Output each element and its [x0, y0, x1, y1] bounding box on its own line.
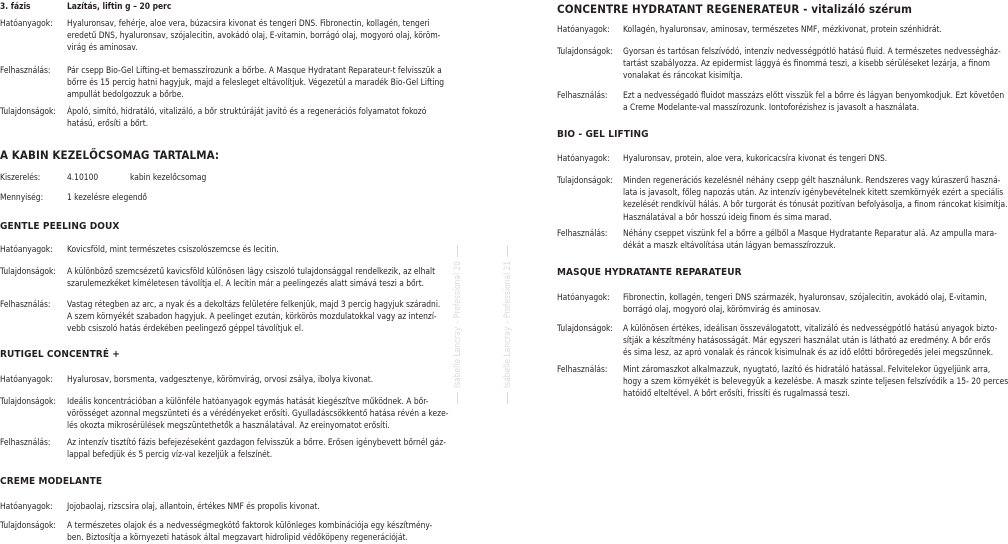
divider [457, 392, 458, 404]
gentle-usage-text [67, 298, 440, 335]
rutigel-properties-text [67, 395, 448, 432]
phase-usage-text [67, 64, 444, 101]
biogel-properties-label: Tulajdonságok: [557, 175, 613, 185]
kit-packaging-value: kabin kezelőcsomag [130, 172, 207, 182]
concentre-ingredients-label: Hatóanyagok: [557, 24, 610, 34]
text-line: Jojobaolaj, rizscsira olaj, allantoin, értékes NMF és propolis kivonat. [67, 501, 320, 511]
text-line: Kovicsföld, mint természetes csiszolószemcse és lecitin. [67, 244, 279, 254]
creme-ingredients-label: Hatóanyagok: [0, 501, 53, 511]
text-line: Pár csepp Bio-Gel Lifting-et bemasszírozunk a bőrbe. A Masque Hydratant Reparateur-t felvisszük a [67, 65, 442, 75]
text-line: Vastag rétegben az arc, a nyak és a dekoltázs felületére felkenjük, majd 3 percig hagyjuk száradni. [67, 299, 441, 309]
divider [457, 245, 458, 257]
biogel-properties-text [623, 174, 1008, 223]
text-line: Hyaluronsav, fehérje, aloe vera, búzacsira kivonat és tengeri DNS. Fibronectin, kollagén, tengeri [67, 18, 430, 28]
kit-packaging-label: Kiszerelés: [0, 172, 41, 182]
concentre-usage-label: Felhasználás: [557, 90, 608, 100]
creme-properties-text [67, 519, 432, 543]
text-line: Fibronectin, kollagén, tengeri DNS származék, hyaluronsav, szójalecitin, avokádó olaj, E-vitamin, [623, 292, 987, 302]
phase-title: 3. fázis [0, 1, 31, 11]
text-line: Ideális koncentrációban a különféle hatóanyagok egymás hatását kiegészítve működnek. A bőr- [67, 396, 429, 406]
masque-usage-label: Felhasználás: [557, 364, 608, 374]
phase-usage-label: Felhasználás: [0, 65, 51, 75]
masque-ingredients-text [623, 291, 987, 315]
text-line: A különböző szemcsézetű kavicsföld különösen lágy csiszoló tulajdonsággal rendelkezik, az elhalt [67, 266, 436, 276]
rutigel-ingredients-text [67, 373, 373, 385]
phase-ingredients-label: Hatóanyagok: [0, 18, 53, 28]
text-line: Az intenzív tisztító fázis befejezéseként gazdagon felvisszük a bőrre. Erősen igénybevett bőrnél gáz- [67, 437, 446, 447]
text-line: Használatával a bőr hosszú ideig finom és sima marad. [623, 211, 832, 222]
text-line: Néhány cseppet viszünk fel a bőrre a gélből a Masque Hydratante Reparatur alá. Az ampulla mara- [623, 228, 997, 238]
text-line: lappal befedjük és 5 percig víz-val kezeljük a felszínét. [67, 449, 273, 460]
text-line: Mint záromaszkot alkalmazzuk, nyugtató, lazító és hidratáló hatással. Felvitelekor ügyeljünk arra, [623, 364, 991, 374]
masque-properties-text [623, 322, 997, 359]
biogel-usage-text [623, 227, 997, 251]
divider [507, 245, 508, 257]
text-line: A szem környékét szabadon hagyjuk. A peelinget ezután, körkörös mozdulatokkal vagy az intenzí- [67, 311, 437, 322]
biogel-usage-label: Felhasználás: [557, 228, 608, 238]
text-line: a Creme Modelante-val masszírozunk. Iontoforézishez is javasolt a használata. [623, 102, 920, 113]
masque-ingredients-label: Hatóanyagok: [557, 292, 610, 302]
biogel-heading: BIO - GEL LIFTING [557, 129, 649, 140]
text-line: Hyalurosav, borsmenta, vadgesztenye, körömvirág, orvosi zsálya, ibolya kivonat. [67, 374, 374, 384]
concentre-ingredients-text [623, 23, 942, 35]
text-line: bőrre és 15 percig hatni hagyjuk, majd a felesleget eltávolítjuk. Végezetül a maradék Bio-Gel Lifting [67, 77, 445, 88]
text-line: ampullát bedolgozzuk a bőrbe. [67, 89, 184, 100]
text-line: vörösséget azonnal megszünteti és a vérédényeket erősíti. Gyulladáscsökkentő hatása révén a keze- [67, 408, 449, 419]
rutigel-properties-label: Tulajdonságok: [0, 396, 56, 406]
kit-heading: A KABIN KEZELŐCSOMAG TARTALMA: [0, 148, 220, 162]
vertical-footer-21 [502, 241, 512, 408]
text-line: hogy a szem környékét is belevegyük a kezelésbe. A maszk szinte teljesen felszívódik a 15- 20 perces [623, 376, 1008, 387]
divider [507, 392, 508, 404]
text-line: ben. Biztosítja a környezeti hatások által megzavart hidrolipid védőköpeny regenerációját. [67, 532, 408, 543]
biogel-ingredients-text [623, 152, 887, 164]
creme-properties-label: Tulajdonságok: [0, 520, 56, 530]
vertical-footer-20-text: Isabelle Lancray – Professional 20 [452, 260, 462, 388]
text-line: lés okozta mikrosérülések megszüntethetők a használatával. Az ereinyomatot erősíti. [67, 420, 390, 431]
phase-properties-text [67, 105, 426, 129]
gentle-properties-label: Tulajdonságok: [0, 266, 56, 276]
concentre-usage-text [623, 89, 1004, 113]
text-line: szarulemezkéket kíméletesen távolítja el. A lecitin már a peelingezés alatt simává teszi a bőrt. [67, 278, 425, 289]
text-line: virág és aminosav. [67, 42, 138, 53]
kit-quantity-label: Mennyiség: [0, 192, 44, 202]
text-line: eredetű DNS, hyaluronsav, szójalecitin, avokádó olaj, E-vitamin, borrágó olaj, mogyoró olaj, köröm- [67, 30, 441, 41]
concentre-properties-label: Tulajdonságok: [557, 46, 613, 56]
masque-usage-text [623, 363, 1008, 400]
text-line: és sima lesz, az apró vonalak és ráncok kisimulnak és az idő előtti bőröregedés jelei megszűnnek. [623, 347, 994, 358]
rutigel-ingredients-label: Hatóanyagok: [0, 374, 53, 384]
text-line: A különösen értékes, ideálisan összeválogatott, vitalizáló és nedvességpótló hatású anyagok bizto- [623, 323, 998, 333]
biogel-ingredients-label: Hatóanyagok: [557, 153, 610, 163]
vertical-footer-21-text: Isabelle Lancray – Professional 21 [502, 260, 512, 388]
text-line: Gyorsan és tartósan felszívódó, intenzív nedvességpótló hatású fluid. A természetes nedvességház- [623, 46, 1001, 56]
kit-packaging-code: 4.10100 [67, 172, 99, 182]
phase-subtitle: Lazítás, liftin g – 20 perc [67, 1, 172, 11]
text-line: Ezt a nedvességadó fluidot masszázs előtt visszük fel a bőrre és lágyan benyomkodjuk. Ezt követően [623, 90, 1005, 100]
masque-heading: MASQUE HYDRATANTE REPARATEUR [557, 267, 742, 278]
creme-heading: CREME MODELANTE [0, 476, 103, 487]
masque-properties-label: Tulajdonságok: [557, 323, 613, 333]
text-line: hatóidő elteltével. A bőrt erősíti, frissíti és rugalmassá teszi. [623, 388, 850, 399]
gentle-ingredients-label: Hatóanyagok: [0, 244, 53, 254]
rutigel-usage-text [67, 436, 446, 460]
text-line: tartást szabályozza. Az epidermist lággyá és finommá teszi, a kisebb sérüléseket lezárja, a finom [623, 58, 990, 69]
phase-ingredients-text [67, 17, 440, 54]
vertical-footer-20 [452, 241, 462, 408]
text-line: Ápoló, simító, hidratáló, vitalizáló, a bőr struktúráját javító és a regenerációs folyamatot fokozó [67, 106, 427, 116]
creme-ingredients-text [67, 500, 320, 512]
text-line: Hyaluronsav, protein, aloe vera, kukoricacsíra kivonat és tengeri DNS. [623, 153, 888, 163]
gentle-heading: GENTLE PEELING DOUX [0, 221, 120, 232]
text-line: vonalakat és ráncokat kisimítja. [623, 70, 743, 81]
rutigel-usage-label: Felhasználás: [0, 437, 51, 447]
text-line: Minden regenerációs kezelésnél néhány csepp gélt használunk. Rendszeres vagy kúraszerű haszná- [623, 175, 1001, 185]
text-line: dékát a maszk eltávolítása után lágyan bemasszírozzuk. [623, 240, 836, 251]
text-line: kezelését rendkívül hálás. A bőr turgorát és tónusát pozitívan befolyásolja, a finom ráncokat kisimítja. [623, 199, 1008, 210]
text-line: vebb csiszoló hatás érdekében peelingező géppel távolítjuk el. [67, 323, 304, 334]
text-line: Kollagén, hyaluronsav, aminosav, természetes NMF, mézkivonat, protein szénhidrát. [623, 24, 942, 34]
gentle-ingredients-text [67, 243, 279, 255]
text-line: borrágó olaj, mogyoró olaj, körömvirág és aminosav. [623, 304, 822, 315]
text-line: lata is javasolt, főleg napozás után. Az intenzív igénybevételnek kitett szemkörnyék ezért a speciális [623, 187, 1004, 198]
rutigel-heading: RUTIGEL CONCENTRÉ + [0, 349, 120, 360]
phase-properties-label: Tulajdonságok: [0, 106, 56, 116]
text-line: A természetes olajok és a nedvességmegkötő faktorok különleges kombinációja egy készítmény- [67, 520, 433, 530]
concentre-heading: CONCENTRE HYDRATANT REGENERATEUR - vitalizáló szérum [557, 2, 912, 16]
text-line: sítják a készítmény hatásosságát. Már egyszeri használat után is látható az eredmény. A bőr erős [623, 335, 991, 346]
gentle-properties-text [67, 265, 435, 289]
kit-quantity-value: 1 kezelésre elegendő [67, 192, 148, 202]
text-line: hatású, erősíti a bőrt. [67, 118, 149, 129]
concentre-properties-text [623, 45, 1001, 82]
gentle-usage-label: Felhasználás: [0, 299, 51, 309]
